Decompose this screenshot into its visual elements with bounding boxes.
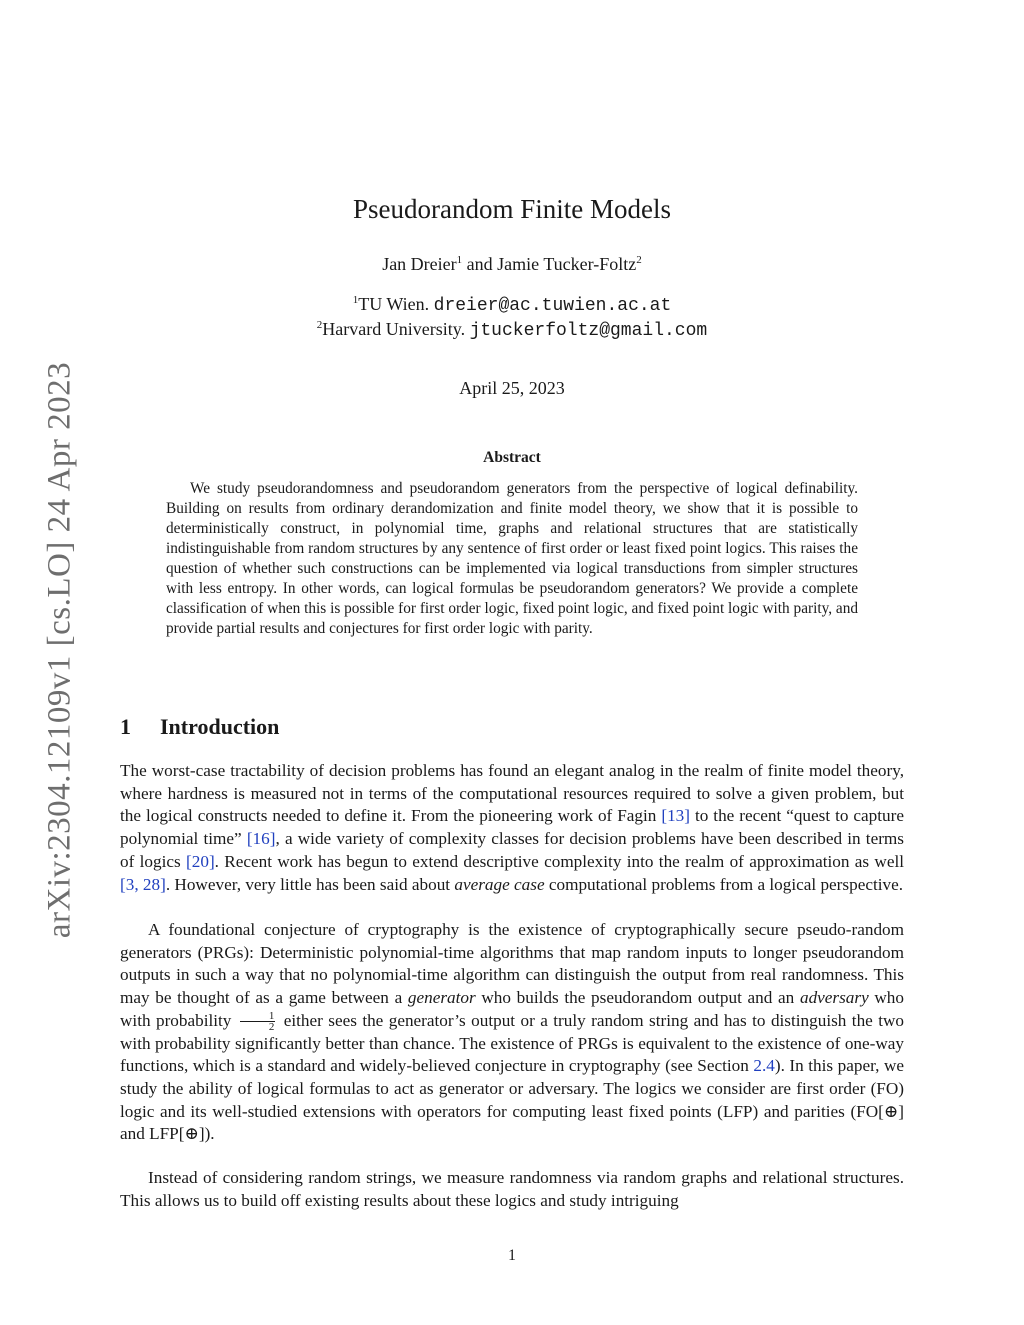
text-run: who builds the pseudorandom output and an	[475, 988, 800, 1008]
paper-title: Pseudorandom Finite Models	[353, 194, 671, 224]
emphasized-term: generator	[407, 988, 476, 1008]
author-conjunction: and	[462, 254, 498, 274]
email-address: dreier@ac.tuwien.ac.at	[433, 296, 672, 316]
text-run: ). In this paper, we study the ability of logical formulas to act as generator or adversary. The logics we consider are first order (FO) logic and its well-studied extensions with operators for computing least fixed points (LFP) and parities (FO[⊕] and LFP[⊕]).	[120, 1056, 904, 1144]
text-run: A foundational conjecture of cryptography is the existence of cryptographically secure pseudo-random generators (PRGs): Deterministic polynomial-time algorithms that map random inputs to longer pseudorandom outputs in such a way that no polynomial-time algorithm can distinguish the output from real randomness. This may be thought of as a game between a	[120, 920, 904, 1008]
abstract-heading: Abstract	[483, 449, 541, 466]
page-number: 1	[508, 1247, 516, 1264]
body-paragraph	[120, 919, 904, 1146]
citation-link[interactable]: [13]	[661, 806, 690, 826]
affiliation-mark: 1	[352, 294, 359, 306]
affiliation-mark: 2	[316, 319, 323, 331]
arxiv-identifier-stamp: arXiv:2304.12109v1 [cs.LO] 24 Apr 2023	[41, 361, 78, 939]
author-name: Jamie Tucker-Foltz	[497, 254, 637, 274]
author-list	[0, 254, 1024, 275]
text-run: who with probability	[120, 988, 904, 1030]
section-title: Introduction	[160, 714, 280, 739]
affiliation-mark: 1	[456, 254, 463, 266]
citation-link[interactable]: [16]	[246, 829, 276, 849]
citation-link[interactable]: [3, 28]	[120, 874, 166, 894]
affiliation-line	[0, 294, 1024, 316]
affiliation-line	[0, 319, 1024, 341]
text-run: computational problems from a logical perspective.	[544, 874, 904, 894]
section-heading	[120, 714, 279, 740]
affiliation-name: Harvard University.	[322, 319, 470, 339]
email-address: jtuckerfoltz@gmail.com	[469, 321, 708, 341]
author-name: Jan Dreier	[382, 254, 457, 274]
text-run: either sees the generator’s output or a truly random string and has to distinguish the two with probability significantly better than chance. The existence of PRGs is equivalent to the existence of one-way functions, which is a standard and widely-believed conjecture in cryptography (see Section	[120, 1010, 904, 1076]
citation-link[interactable]: [20]	[186, 851, 215, 871]
text-run: . However, very little has been said about	[165, 874, 455, 894]
section-number: 1	[120, 714, 131, 739]
text-run: The worst-case tractability of decision problems has found an elegant analog in the realm of finite model theory, where hardness is measured not in terms of the computational resources required to solve a given problem, but the logical constructs needed to define it. From the pioneering work of Fagin	[120, 761, 904, 826]
publication-date: April 25, 2023	[459, 378, 565, 398]
emphasized-term: adversary	[799, 988, 869, 1008]
section-reference-link[interactable]: 2.4	[753, 1056, 775, 1076]
fraction-numerator: 1	[240, 1011, 276, 1022]
text-run: , a wide variety of complexity classes for decision problems have been described in terms of logics	[120, 829, 904, 871]
fraction-denominator: 2	[268, 1021, 275, 1034]
text-run: Instead of considering random strings, we measure randomness via random graphs and relational structures. This allows us to build off existing results about these logics and study intriguing	[120, 1168, 904, 1210]
affiliation-mark: 2	[636, 254, 642, 266]
abstract-text: We study pseudorandomness and pseudorandom generators from the perspective of logical definability. Building on results from ordinary derandomization and finite model theory, we show that it is possible to deterministically construct, in polynomial time, graphs and relational structures that are statistically indistinguishable from random structures by any sentence of first order or least fixed point logics. This raises the question of whether such constructions can be implemented via logical transductions from simpler structures with less entropy. In other words, can logical formulas be pseudorandom generators? We provide a complete classification of when this is possible for first order logic, fixed point logic, and fixed point logic with parity, and provide partial results and conjectures for first order logic with parity.	[166, 480, 858, 637]
body-paragraph	[120, 1167, 904, 1212]
fraction-one-half	[240, 1011, 276, 1032]
text-run: . Recent work has begun to extend descriptive complexity into the realm of approximation as well	[214, 851, 905, 871]
text-run: to the recent “quest to capture polynomial time”	[120, 806, 904, 849]
body-paragraph	[120, 760, 904, 896]
affiliation-name: TU Wien.	[358, 294, 434, 314]
emphasized-term: average case	[454, 874, 545, 894]
